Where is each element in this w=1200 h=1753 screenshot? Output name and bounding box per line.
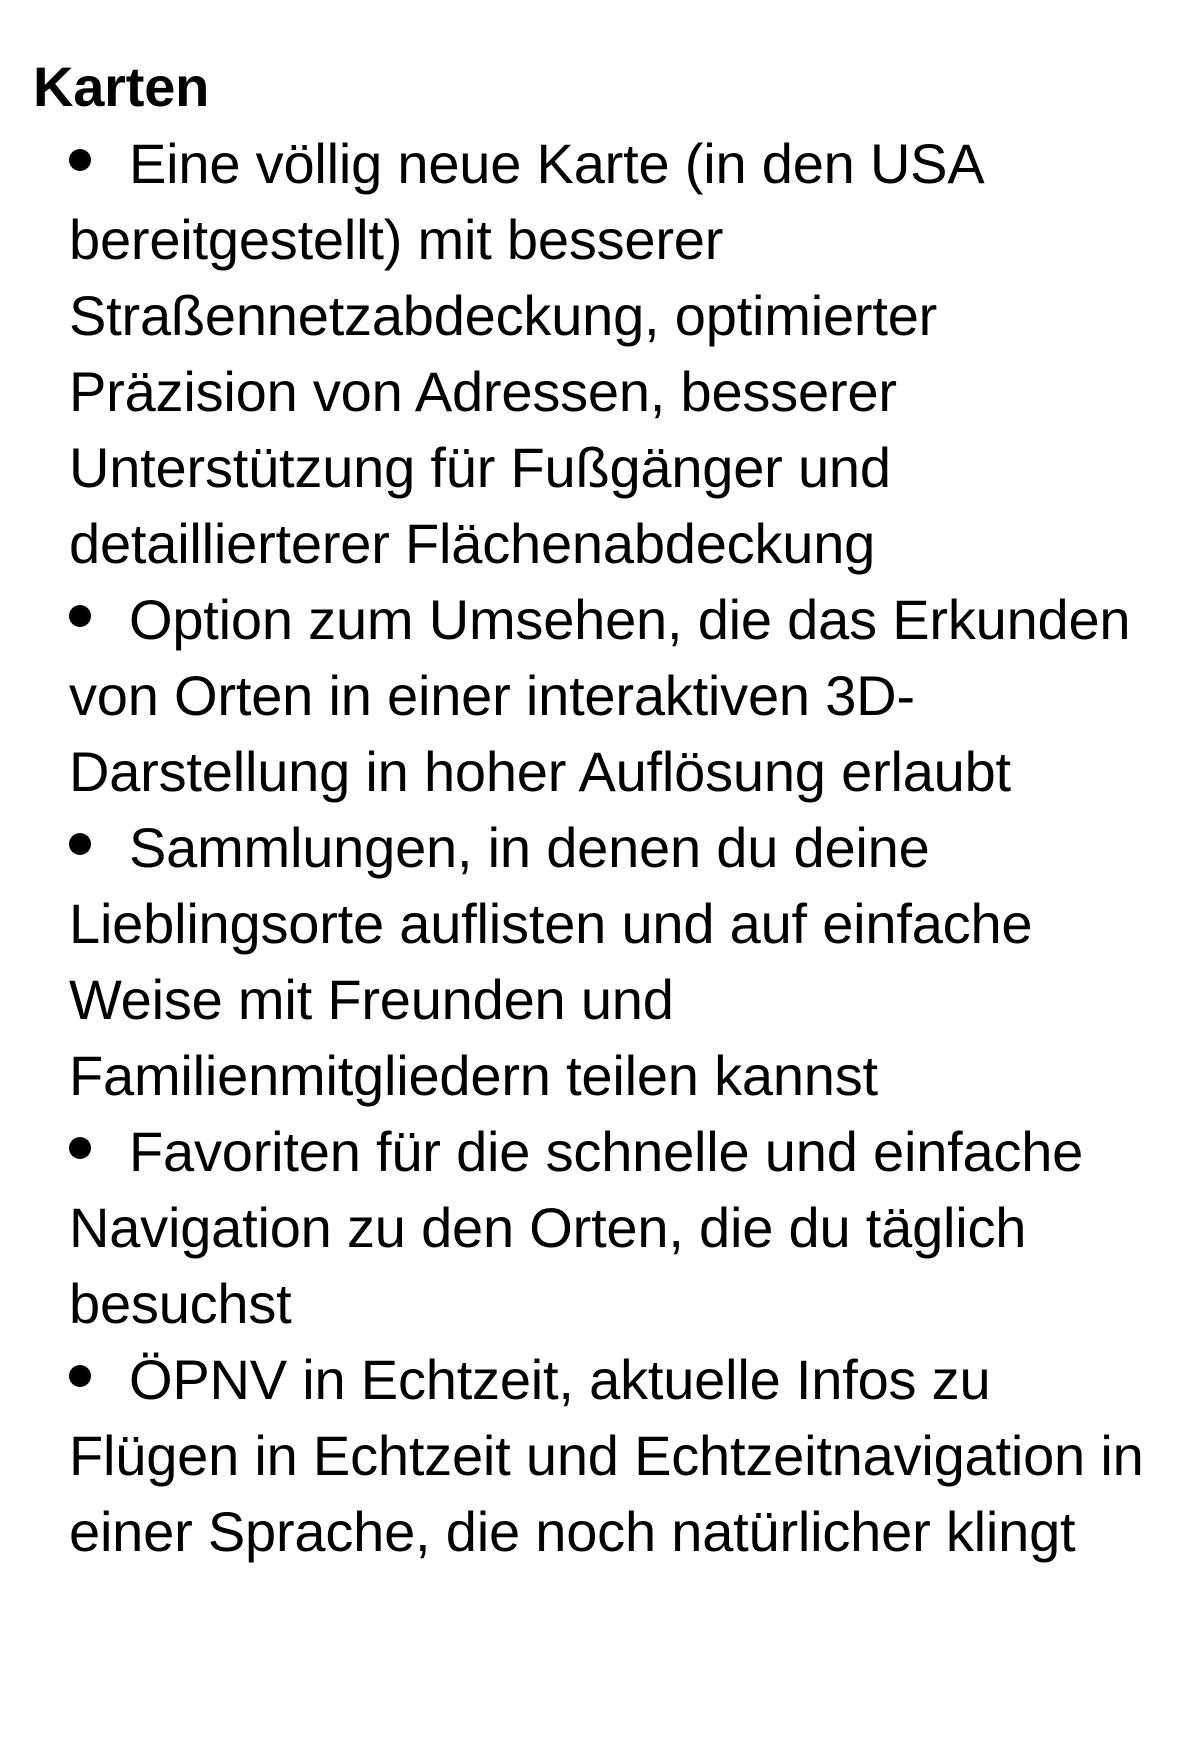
list-item [69,1114,1160,1342]
bullet-icon [69,1137,91,1159]
list-item-text: Sammlungen, in denen du deine Lieblingsorte auflisten und auf einfache Weise mit Freunden und Familienmitgliedern teilen kannst [69,816,1033,1107]
bullet-icon [69,1365,91,1387]
list-item-text: Eine völlig neue Karte (in den USA bereitgestellt) mit besserer Straßennetzabdeckung, optimierter Präzision von Adressen, besserer Unterstützung für Fußgänger und detaillierterer Flächenabdeckung [69,132,982,575]
list-item [69,126,1160,582]
list-item-text: Option zum Umsehen, die das Erkunden von Orten in einer interaktiven 3D-Darstellung in hoher Auflösung erlaubt [69,588,1131,803]
bullet-icon [69,605,91,627]
list-item-text: ÖPNV in Echtzeit, aktuelle Infos zu Flügen in Echtzeit und Echtzeitnavigation in einer Sprache, die noch natürlicher klingt [69,1348,1144,1563]
feature-list [33,126,1160,1570]
bullet-icon [69,149,91,171]
list-item-text: Favoriten für die schnelle und einfache Navigation zu den Orten, die du täglich besuchst [69,1120,1084,1335]
list-item [69,1342,1160,1570]
section-title: Karten [33,55,210,118]
list-item [69,810,1160,1114]
list-item [69,582,1160,810]
bullet-icon [69,833,91,855]
